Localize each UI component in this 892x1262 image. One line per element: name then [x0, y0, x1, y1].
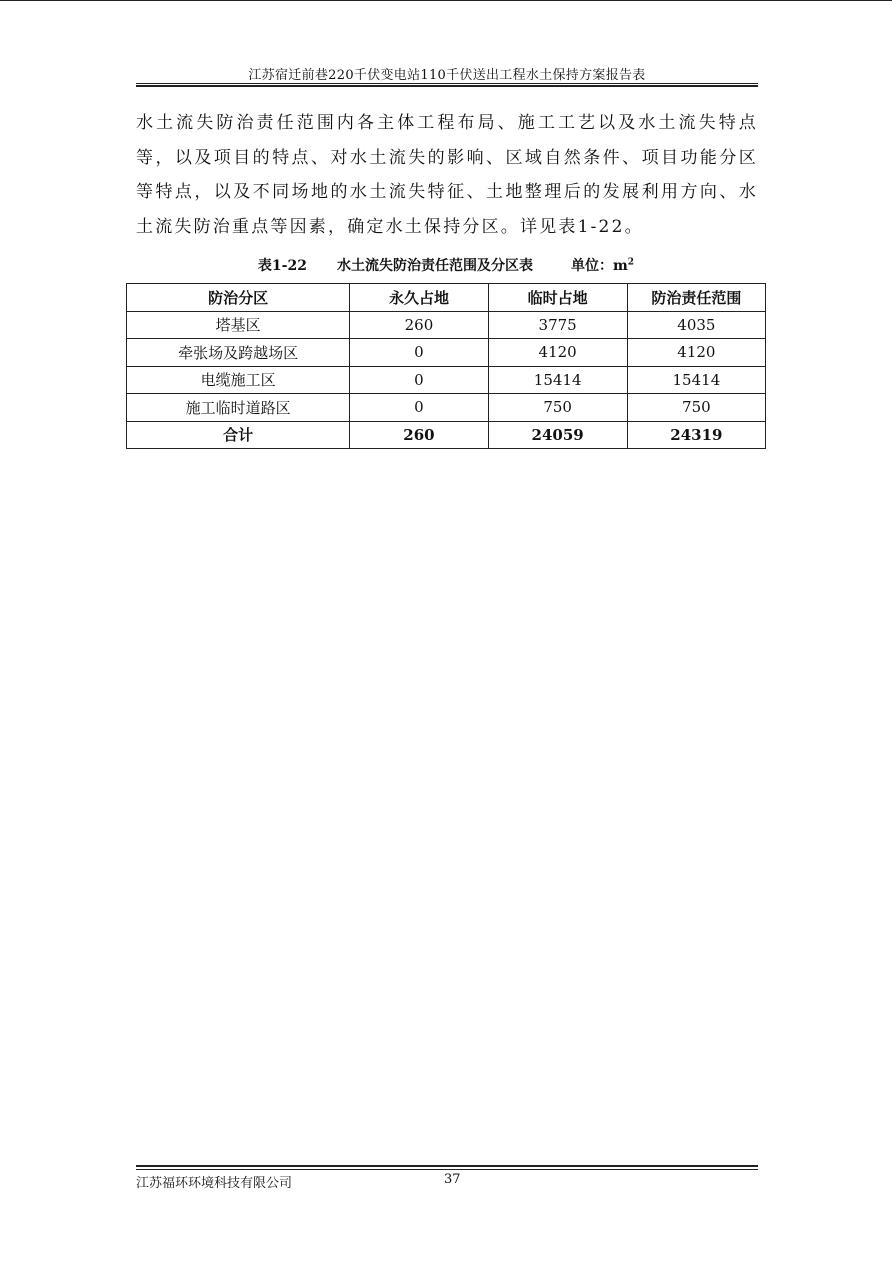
responsibility-zone-table	[126, 283, 766, 449]
page-top-border	[0, 0, 892, 1]
cell-temporary: 15414	[488, 366, 627, 394]
body-paragraph: 水土流失防治责任范围内各主体工程布局、施工工艺以及水土流失特点等，以及项目的特点、对水土流失的影响、区域自然条件、项目功能分区等特点，以及不同场地的水土流失特征、土地整理后的发展利用方向、水土流失防治重点等因素，确定水土保持分区。详见表1-22。	[136, 113, 758, 237]
footer-rule-thin	[136, 1169, 758, 1170]
cell-permanent: 0	[350, 366, 488, 394]
footer-rule-thick	[136, 1165, 758, 1167]
page-number: 37	[444, 1172, 461, 1187]
header-permanent-land: 永久占地	[350, 284, 488, 312]
header-temporary-land: 临时占地	[488, 284, 627, 312]
cell-permanent: 260	[350, 311, 488, 339]
table-row	[127, 394, 766, 422]
cell-zone: 塔基区	[127, 311, 350, 339]
cell-temporary: 750	[488, 394, 627, 422]
cell-zone: 电缆施工区	[127, 366, 350, 394]
table-row	[127, 366, 766, 394]
total-permanent: 260	[350, 421, 488, 449]
cell-scope: 15414	[627, 366, 765, 394]
header-zone: 防治分区	[127, 284, 350, 312]
table-row	[127, 339, 766, 367]
cell-permanent: 0	[350, 394, 488, 422]
table-header-row	[127, 284, 766, 312]
header-responsibility-scope: 防治责任范围	[627, 284, 765, 312]
cell-permanent: 0	[350, 339, 488, 367]
table-row	[127, 311, 766, 339]
table-unit-superscript: 2	[627, 257, 635, 268]
cell-scope: 4035	[627, 311, 765, 339]
table-number: 表1-22	[257, 258, 307, 274]
footer-company: 江苏福环环境科技有限公司	[136, 1176, 293, 1191]
cell-temporary: 3775	[488, 311, 627, 339]
cell-zone: 施工临时道路区	[127, 394, 350, 422]
table-unit: 单位：m	[570, 258, 628, 274]
cell-scope: 4120	[627, 339, 765, 367]
cell-scope: 750	[627, 394, 765, 422]
total-temporary: 24059	[488, 421, 627, 449]
table-total-row	[127, 421, 766, 449]
table-title: 水土流失防治责任范围及分区表	[336, 258, 533, 274]
cell-temporary: 4120	[488, 339, 627, 367]
total-scope: 24319	[627, 421, 765, 449]
running-header: 江苏宿迁前巷220千伏变电站110千伏送出工程水土保持方案报告表	[248, 68, 646, 83]
cell-zone: 牵张场及跨越场区	[127, 339, 350, 367]
table-caption	[126, 255, 766, 275]
header-rule-thin	[136, 83, 758, 84]
total-label: 合计	[127, 421, 350, 449]
header-rule-thick	[136, 85, 758, 87]
